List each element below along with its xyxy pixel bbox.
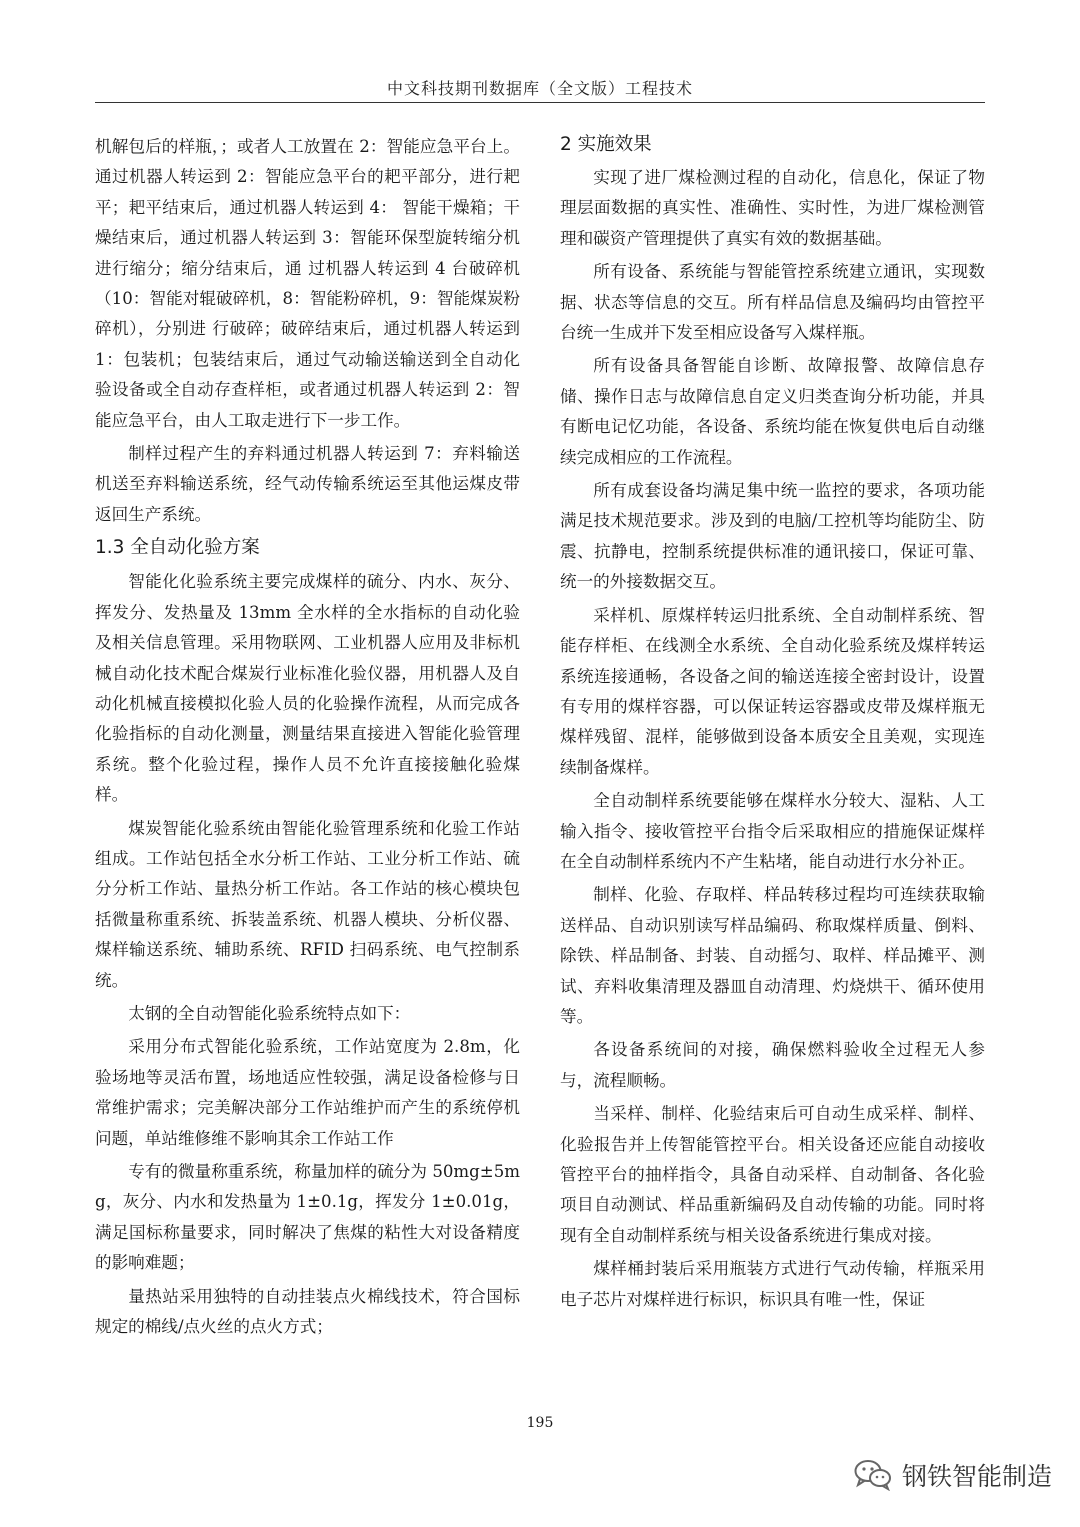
watermark-text: 钢铁智能制造 — [901, 1462, 1052, 1491]
journal-header-title: 中文科技期刊数据库（全文版）工程技术 — [386, 79, 693, 98]
left-section-paragraph-4: 采用分布式智能化验系统，工作站宽度为 2.8m，化验场地等灵活布置，场地适应性较强，满足设备检修与日常维护需求；完美解决部分工作站维护而产生的系统停机问题，单站维修维不影响其余工作站工作 — [95, 1037, 520, 1148]
left-section-paragraph-5: 专有的微量称重系统，称量加样的硫分为 50mg±5mg，灰分、内水和发热量为 1±0.1g，挥发分 1±0.01g，满足国标称量要求，同时解决了焦煤的粘性大对设备精度的影响难题； — [95, 1162, 520, 1273]
left-column — [95, 132, 520, 1345]
right-paragraph-8: 各设备系统间的对接，确保燃料验收全过程无人参与，流程顺畅。 — [560, 1040, 985, 1090]
left-section-paragraph-6: 量热站采用独特的自动挂装点火棉线技术，符合国标规定的棉线/点火丝的点火方式； — [95, 1286, 520, 1337]
right-paragraph-6: 全自动制样系统要能够在煤样水分较大、湿粘、人工输入指令、接收管控平台指令后采取相应的措施保证煤样在全自动制样系统内不产生粘堵，能自动进行水分补正。 — [560, 791, 985, 871]
section-heading-2: 2 实施效果 — [560, 134, 652, 155]
right-paragraph-2: 所有设备、系统能与智能管控系统建立通讯，实现数据、状态等信息的交互。所有样品信息及编码均由管控平台统一生成并下发至相应设备写入煤样瓶。 — [560, 262, 985, 343]
right-paragraph-4: 所有成套设备均满足集中统一监控的要求，各项功能满足技术规范要求。涉及到的电脑/工控机等均能防尘、防震、抗静电，控制系统提供标准的通讯接口，保证可靠、统一的外接数据交互。 — [560, 481, 985, 592]
left-section-paragraph-3: 太钢的全自动智能化验系统特点如下： — [128, 1003, 411, 1023]
wechat-icon — [854, 1459, 892, 1491]
right-column — [560, 132, 985, 1318]
header-rule — [95, 102, 985, 103]
left-section-paragraph-1: 智能化化验系统主要完成煤样的硫分、内水、灰分、挥发分、发热量及 13mm 全水样的全水指标的自动化验及相关信息管理。采用物联网、工业机器人应用及非标机械自动化技术配合煤炭行业标准化验仪器，用机器人及自动化机械直接模拟化验人员的化验操作流程，从而完成各化验指标的自动化测量，测量结果直接进入智能化验管理系统。整个化验过程，操作人员不允许直接接触化验煤样。 — [95, 572, 520, 805]
left-paragraph-2: 制样过程产生的弃料通过机器人转运到 7：弃料输送机送至弃料输送系统，经气动传输系统运至其他运煤皮带返回生产系统。 — [95, 444, 520, 524]
watermark — [854, 1457, 1052, 1493]
section-heading-1-3: 1.3 全自动化验方案 — [95, 537, 260, 559]
right-paragraph-10: 煤样桶封装后采用瓶装方式进行气动传输，样瓶采用电子芯片对煤样进行标识，标识具有唯一性，保证 — [560, 1259, 985, 1309]
left-section-paragraph-2: 煤炭智能化验系统由智能化验管理系统和化验工作站组成。工作站包括全水分析工作站、工业分析工作站、硫分分析工作站、量热分析工作站。各工作站的核心模块包括微量称重系统、拆装盖系统、机器人模块、分析仪器、煤样输送系统、辅助系统、RFID 扫码系统、电气控制系统。 — [95, 818, 520, 990]
right-paragraph-9: 当采样、制样、化验结束后可自动生成采样、制样、化验报告并上传智能管控平台。相关设备还应能自动接收管控平台的抽样指令，具备自动采样、自动制备、各化验项目自动测试、样品重新编码及自动传输的功能。同时将现有全自动制样系统与相关设备系统进行集成对接。 — [560, 1104, 985, 1245]
right-paragraph-5: 采样机、原煤样转运归批系统、全自动制样系统、智能存样柜、在线测全水系统、全自动化验系统及煤样转运系统连接通畅，各设备之间的输送连接全密封设计，设置有专用的煤样容器，可以保证转运容器或皮带及煤样瓶无煤样残留、混样，能够做到设备本质安全且美观，实现连续制备煤样。 — [560, 605, 985, 777]
right-paragraph-3: 所有设备具备智能自诊断、故障报警、故障信息存储、操作日志与故障信息自定义归类查询分析功能，并具有断电记忆功能，各设备、系统均能在恢复供电后自动继续完成相应的工作流程。 — [560, 356, 985, 467]
page-number: 195 — [526, 1415, 554, 1431]
left-paragraph-1: 机解包后的样瓶，；或者人工放置在 2：智能应急平台上。通过机器人转运到 2：智能应急平台的耙平部分，进行耙平；耙平结束后，通过机器人转运到 4： 智能干燥箱；干燥结束后，通过机器人转运到 3：智能环保型旋转缩分机进行缩分；缩分结束后，通 过机器人转运到 4 台破碎机（10：智能对辊破碎机，8：智能粉碎机，9：智能煤炭粉碎机），分别进 行破碎；破碎结束后，通过机器人转运到 1：包装机；包装结束后，通过气动输送输送到全自动化验设备或全自动存查样柜，或者通过机器人转运到 2：智能应急平台，由人工取走进行下一步工作。 — [95, 137, 520, 430]
right-paragraph-1: 实现了进厂煤检测过程的自动化，信息化，保证了物理层面数据的真实性、准确性、实时性，为进厂煤检测管理和碳资产管理提供了真实有效的数据基础。 — [560, 168, 985, 248]
right-paragraph-7: 制样、化验、存取样、样品转移过程均可连续获取输送样品、自动识别读写样品编码、称取煤样质量、倒料、除铁、样品制备、封装、自动摇匀、取样、样品摊平、测试、弃料收集清理及器皿自动清理、灼烧烘干、循环使用等。 — [560, 885, 985, 1026]
